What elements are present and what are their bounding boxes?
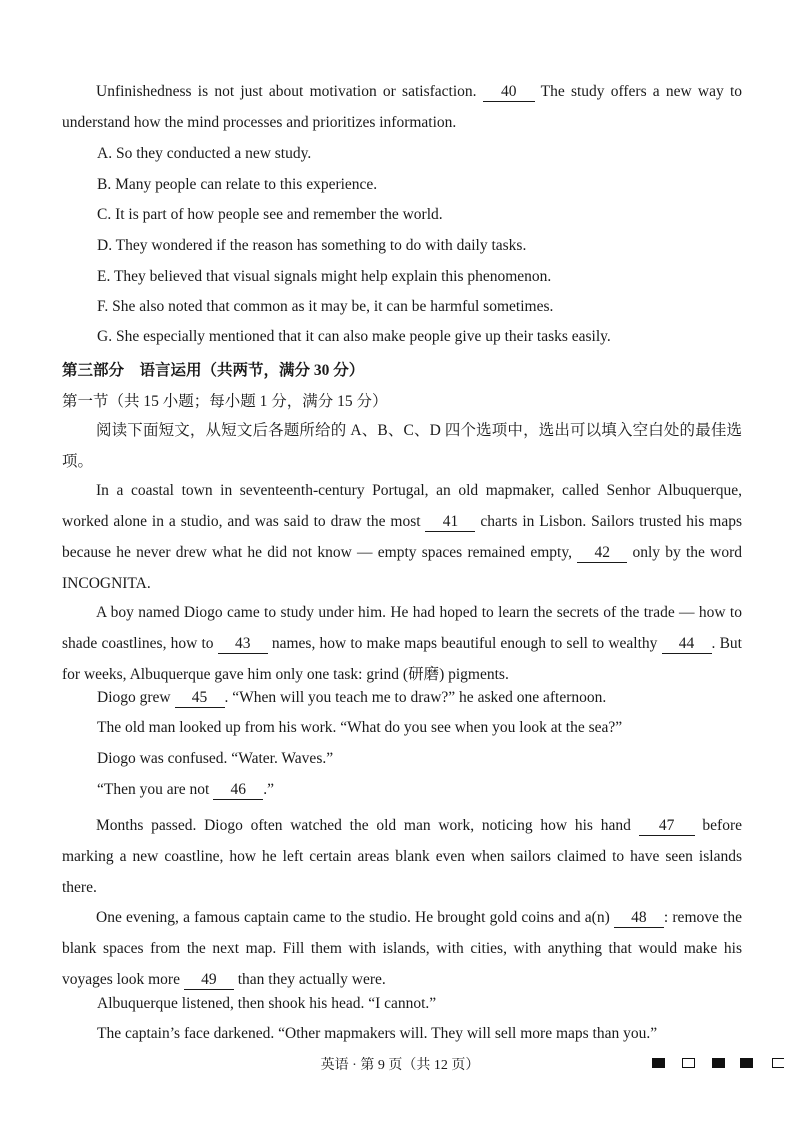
section-one-heading: 第一节（共 15 小题；每小题 1 分，满分 15 分）: [62, 393, 388, 410]
story-line-9: Albuquerque listened, then shook his head. “I cannot.”: [97, 995, 437, 1012]
blank-47: 47: [639, 817, 695, 836]
blank-44: 44: [662, 635, 712, 654]
paragraph-text: Unfinishedness is not just about motivation or satisfaction.: [96, 83, 483, 100]
story-text: A boy named Diogo came to study under him. He had hoped to learn the secrets of the trade — how to shade coastlines, how to: [62, 604, 742, 652]
blank-43: 43: [218, 635, 268, 654]
partial-square-mark: [772, 1058, 784, 1068]
story-text: before marking a new coastline, how he left certain areas blank even when sailors claimed to have seen islands there.: [62, 817, 742, 896]
story-text: One evening, a famous captain came to the studio. He brought gold coins and a(n): [96, 909, 614, 926]
story-text: than they actually were.: [233, 971, 386, 988]
blank-40: 40: [483, 83, 535, 102]
story-text: . “When will you teach me to draw?” he asked one afternoon.: [224, 689, 607, 706]
filled-square-mark: [652, 1058, 665, 1068]
filled-square-mark: [740, 1058, 753, 1068]
option-d: D. They wondered if the reason has something to do with daily tasks.: [97, 237, 527, 254]
story-paragraph-8: [62, 902, 742, 995]
story-paragraph-1: [62, 475, 742, 599]
story-text: charts in Lisbon. Sailors trusted his maps because he never drew what he did not know — empty spaces remained empty,: [62, 513, 742, 561]
story-line-3: [97, 689, 606, 708]
blank-46: 46: [213, 781, 263, 800]
story-line-5: Diogo was confused. “Water. Waves.”: [97, 750, 334, 767]
paragraph-text: The study offers a new way to understand how the mind processes and prioritizes information.: [62, 83, 742, 131]
story-paragraph-2: [62, 597, 742, 690]
story-line-10: The captain’s face darkened. “Other mapmakers will. They will sell more maps than you.”: [97, 1025, 658, 1042]
story-text: .”: [263, 781, 274, 798]
story-paragraph-7: [62, 810, 742, 903]
filled-square-mark: [712, 1058, 725, 1068]
blank-48: 48: [614, 909, 664, 928]
instruction-text: 阅读下面短文，从短文后各题所给的 A、B、C、D 四个选项中，选出可以填入空白处的最佳选项。: [62, 422, 742, 470]
option-e: E. They believed that visual signals might help explain this phenomenon.: [97, 268, 552, 285]
option-f: F. She also noted that common as it may be, it can be harmful sometimes.: [97, 298, 554, 315]
story-text: Diogo grew: [97, 689, 175, 706]
hollow-square-mark: [682, 1058, 695, 1068]
story-text: names, how to make maps beautiful enough to sell to wealthy: [267, 635, 662, 652]
passage-paragraph-end: [62, 76, 742, 138]
blank-41: 41: [425, 513, 475, 532]
story-line-4: The old man looked up from his work. “What do you see when you look at the sea?”: [97, 719, 623, 736]
option-c: C. It is part of how people see and remember the world.: [97, 206, 443, 223]
page-footer: 英语 · 第 9 页（共 12 页）: [320, 1058, 480, 1073]
story-text: “Then you are not: [97, 781, 214, 798]
blank-42: 42: [577, 544, 627, 563]
story-line-6: [97, 781, 274, 800]
option-b: B. Many people can relate to this experience.: [97, 176, 378, 193]
story-text: . But for weeks, Albuquerque gave him only one task: grind (研磨) pigments.: [62, 635, 742, 683]
part-three-heading: 第三部分 语言运用（共两节，满分 30 分）: [62, 362, 365, 379]
story-text: Months passed. Diogo often watched the old man work, noticing how his hand: [96, 817, 639, 834]
story-text: only by the word INCOGNITA.: [62, 544, 742, 592]
option-a: A. So they conducted a new study.: [97, 145, 312, 162]
blank-49: 49: [184, 971, 234, 990]
blank-45: 45: [175, 689, 225, 708]
option-g: G. She especially mentioned that it can also make people give up their tasks easily.: [97, 328, 611, 345]
story-text: : remove the blank spaces from the next map. Fill them with islands, with cities, with anything that would make his voyages look more: [62, 909, 742, 988]
story-text: In a coastal town in seventeenth-century Portugal, an old mapmaker, called Senhor Albuquerque, worked alone in a studio, and was said to draw the most: [62, 482, 742, 530]
